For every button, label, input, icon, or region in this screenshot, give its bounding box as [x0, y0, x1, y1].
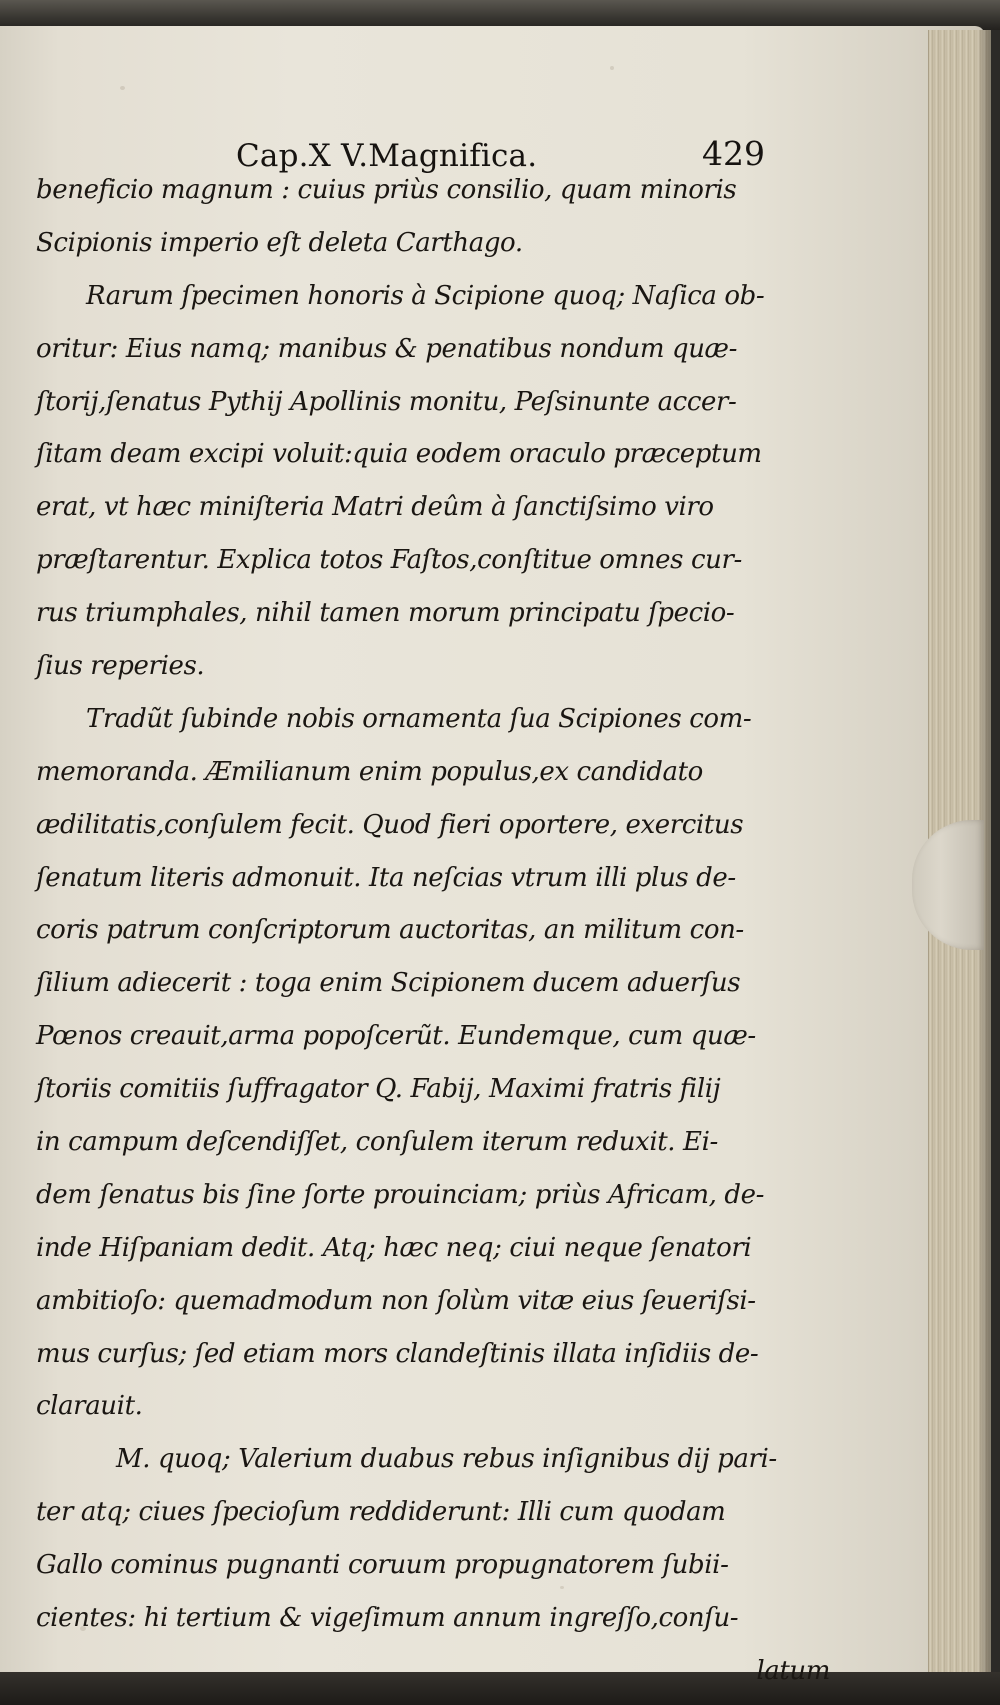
text-line: ſtorij,ſenatus Pythij Apollinis monitu, Peſsinunte accer- [36, 386, 737, 417]
text-line: ter atq; ciues ſpecioſum reddiderunt: Illi cum quodam [36, 1497, 726, 1528]
catchword: latum [756, 1655, 830, 1686]
text-line: ambitioſo: quemadmodum non ſolùm vitæ eius ſeueriſsi- [36, 1285, 756, 1316]
paragraph-first-line: M. quoq; Valerium duabus rebus inſignibus dij pari- [116, 1444, 777, 1475]
paragraph-first-line: Tradũt ſubinde nobis ornamenta ſua Scipiones com- [86, 703, 752, 734]
text-line: inde Hiſpaniam dedit. Atq; hæc neq; ciui neque ſenatori [36, 1232, 752, 1263]
text-line: præſtarentur. Explica totos Faſtos,conſtitue omnes cur- [36, 545, 742, 576]
running-head: Cap.X V.Magnifica. [236, 138, 538, 174]
text-line: clarauit. [36, 1391, 143, 1422]
text-line: Gallo cominus pugnanti coruum propugnatorem ſubii- [36, 1550, 729, 1581]
text-line: ſitam deam excipi voluit:quia eodem oraculo præceptum [36, 439, 762, 470]
text-line: in campum deſcendiſſet, conſulem iterum reduxit. Ei- [36, 1127, 718, 1158]
text-line: rus triumphales, nihil tamen morum principatu ſpecio- [36, 598, 735, 629]
text-line: Pœnos creauit,arma popoſcerũt. Eundemque, cum quæ- [36, 1021, 756, 1052]
text-line: ædilitatis,conſulem fecit. Quod fieri oportere, exercitus [36, 809, 744, 840]
text-line: ſius reperies. [36, 651, 205, 682]
text-line: ſilium adiecerit : toga enim Scipionem ducem aduerſus [36, 968, 741, 999]
text-line: oritur: Eius namq; manibus & penatibus nondum quæ- [36, 333, 737, 364]
text-line: dem ſenatus bis ſine ſorte prouinciam; priùs Africam, de- [36, 1179, 764, 1210]
paper-speck [120, 86, 125, 90]
text-line: mus curſus; ſed etiam mors clandeſtinis illata inſidiis de- [36, 1338, 759, 1369]
text-line: cientes: hi tertium & vigeſimum annum ingreſſo,conſu- [36, 1603, 739, 1634]
body-text [36, 164, 836, 1698]
text-line: coris patrum conſcriptorum auctoritas, an militum con- [36, 915, 744, 946]
text-line: beneficio magnum : cuius priùs consilio, quam minoris [36, 175, 737, 205]
paragraph-first-line: Rarum ſpecimen honoris à Scipione quoq; Naſica ob- [86, 280, 765, 311]
paper-speck [610, 66, 614, 70]
text-line: memoranda. Æmilianum enim populus,ex candidato [36, 756, 703, 787]
text-line: Scipionis imperio eſt deleta Carthago. [36, 227, 523, 258]
text-line: ſenatum literis admonuit. Ita neſcias vtrum illi plus de- [36, 862, 736, 893]
text-line: erat, vt hæc miniſteria Matri deûm à ſanctiſsimo viro [36, 492, 714, 523]
page-number: 429 [702, 134, 765, 173]
text-line: ſtoriis comitiis ſuffragator Q. Fabij, Maximi fratris filij [36, 1074, 721, 1105]
